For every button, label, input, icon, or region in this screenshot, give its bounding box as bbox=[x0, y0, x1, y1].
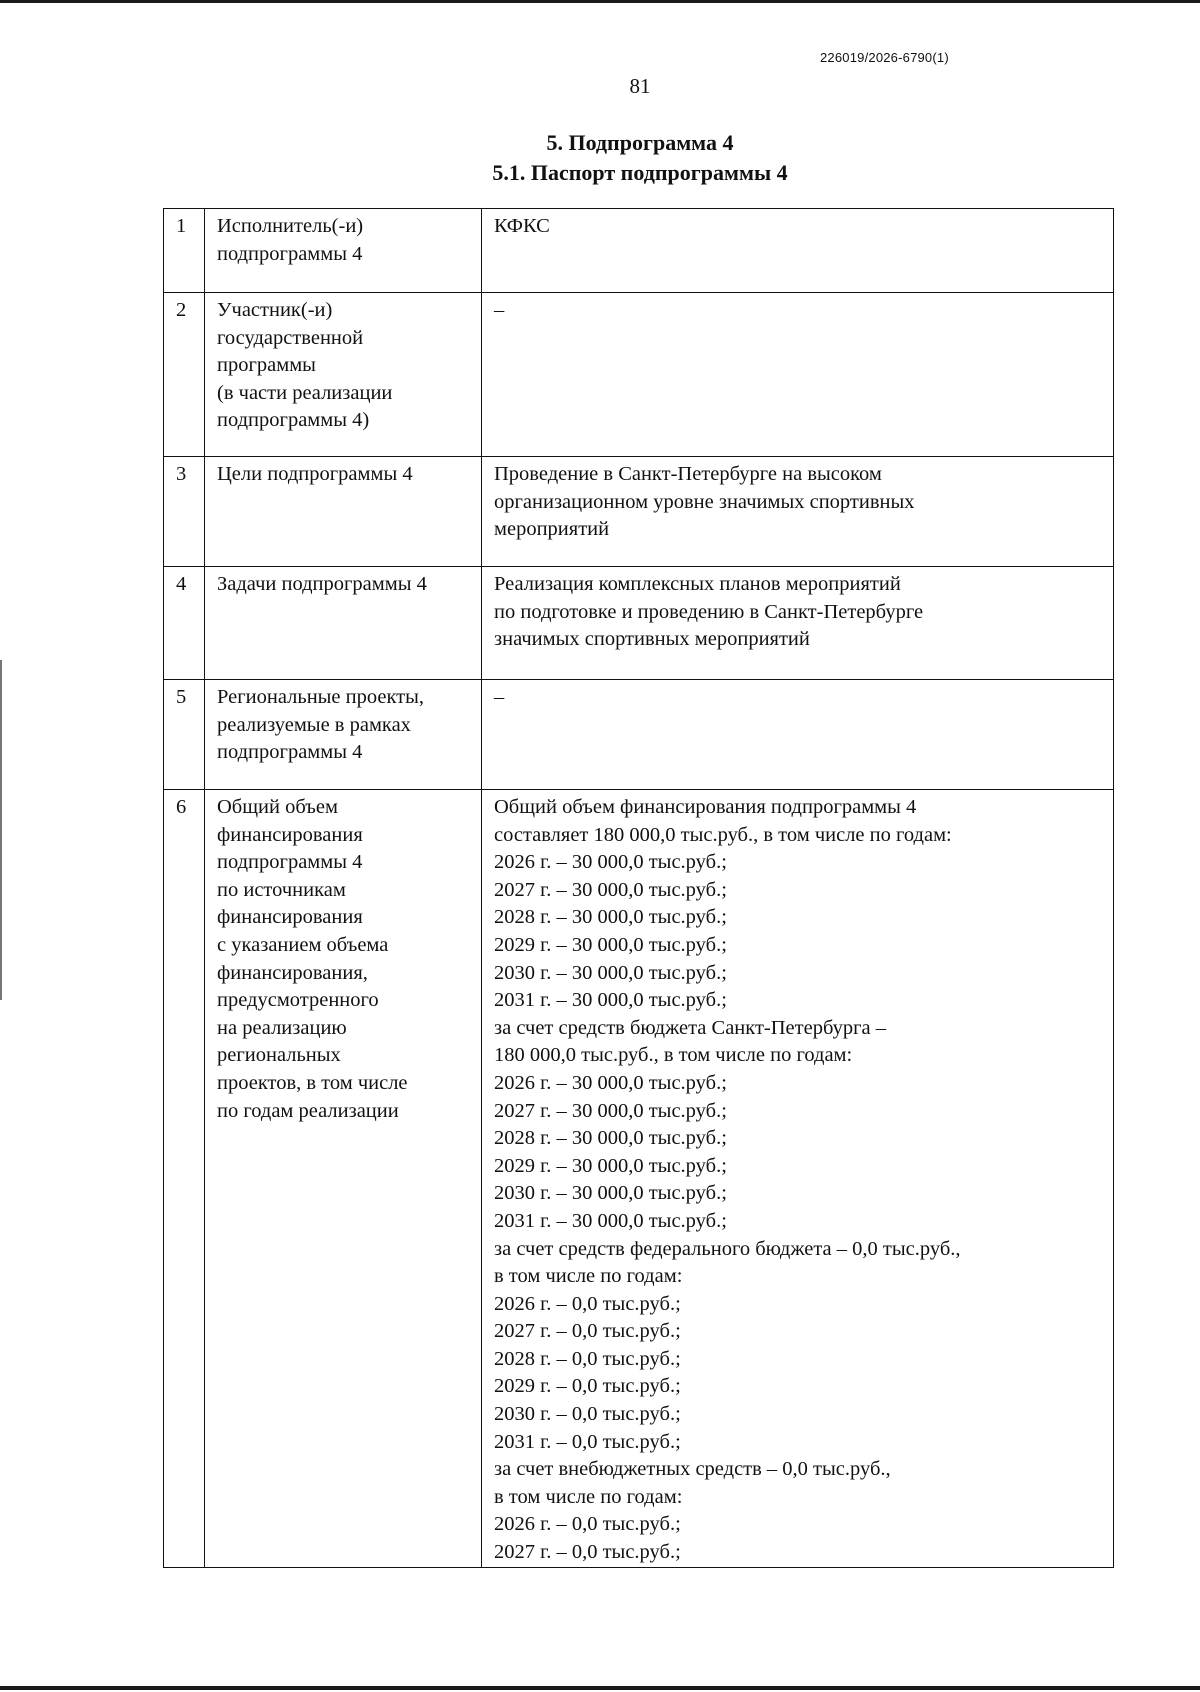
row-value: Проведение в Санкт-Петербурге на высоком организационном уровне значимых спортивных мероприятий bbox=[482, 457, 1114, 567]
row-number: 4 bbox=[164, 567, 205, 680]
row-value: Реализация комплексных планов мероприятий по подготовке и проведению в Санкт-Петербурге значимых спортивных мероприятий bbox=[482, 567, 1114, 680]
row-value: Общий объем финансирования подпрограммы 4 составляет 180 000,0 тыс.руб., в том числе по годам: 2026 г. – 30 000,0 тыс.руб.; 2027 г. – 30 000,0 тыс.руб.; 2028 г. – 30 000,0 тыс.руб.; 2029 г. – 30 000,0 тыс.руб.; 2030 г. – 30 000,0 тыс.руб.; 2031 г. – 30 000,0 тыс.руб.; за счет средств бюджета Санкт-Петербурга – 180 000,0 тыс.руб., в том числе по годам: 2026 г. – 30 000,0 тыс.руб.; 2027 г. – 30 000,0 тыс.руб.; 2028 г. – 30 000,0 тыс.руб.; 2029 г. – 30 000,0 тыс.руб.; 2030 г. – 30 000,0 тыс.руб.; 2031 г. – 30 000,0 тыс.руб.; за счет средств федерального бюджета – 0,0 тыс.руб., в том числе по годам: 2026 г. – 0,0 тыс.руб.; 2027 г. – 0,0 тыс.руб.; 2028 г. – 0,0 тыс.руб.; 2029 г. – 0,0 тыс.руб.; 2030 г. – 0,0 тыс.руб.; 2031 г. – 0,0 тыс.руб.; за счет внебюджетных средств – 0,0 тыс.руб., в том числе по годам: 2026 г. – 0,0 тыс.руб.; 2027 г. – 0,0 тыс.руб.; bbox=[482, 790, 1114, 1568]
row-label: Исполнитель(-и) подпрограммы 4 bbox=[205, 209, 482, 293]
row-label: Региональные проекты, реализуемые в рамках подпрограммы 4 bbox=[205, 680, 482, 790]
table-row bbox=[164, 790, 1114, 1568]
row-label: Цели подпрограммы 4 bbox=[205, 457, 482, 567]
passport-table bbox=[163, 208, 1114, 1568]
subsection-title: 5.1. Паспорт подпрограммы 4 bbox=[492, 160, 788, 185]
scan-side-mark bbox=[0, 660, 2, 1000]
row-number: 1 bbox=[164, 209, 205, 293]
row-label: Участник(-и) государственной программы (в части реализации подпрограммы 4) bbox=[205, 293, 482, 457]
section-title: 5. Подпрограмма 4 bbox=[546, 130, 734, 155]
document-id: 226019/2026-6790(1) bbox=[820, 50, 949, 65]
table-row bbox=[164, 209, 1114, 293]
table-row bbox=[164, 680, 1114, 790]
row-number: 2 bbox=[164, 293, 205, 457]
row-number: 6 bbox=[164, 790, 205, 1568]
row-label: Общий объем финансирования подпрограммы 4 по источникам финансирования с указанием объема финансирования, предусмотренного на реализацию региональных проектов, в том числе по годам реализации bbox=[205, 790, 482, 1568]
scan-border-top bbox=[0, 0, 1200, 3]
row-value: – bbox=[482, 293, 1114, 457]
row-label: Задачи подпрограммы 4 bbox=[205, 567, 482, 680]
scan-border-bottom bbox=[0, 1686, 1200, 1690]
page-number: 81 bbox=[629, 74, 651, 98]
row-value: – bbox=[482, 680, 1114, 790]
row-number: 5 bbox=[164, 680, 205, 790]
row-number: 3 bbox=[164, 457, 205, 567]
table-row bbox=[164, 567, 1114, 680]
table-row bbox=[164, 293, 1114, 457]
title-block bbox=[300, 128, 980, 188]
row-value: КФКС bbox=[482, 209, 1114, 293]
table-row bbox=[164, 457, 1114, 567]
